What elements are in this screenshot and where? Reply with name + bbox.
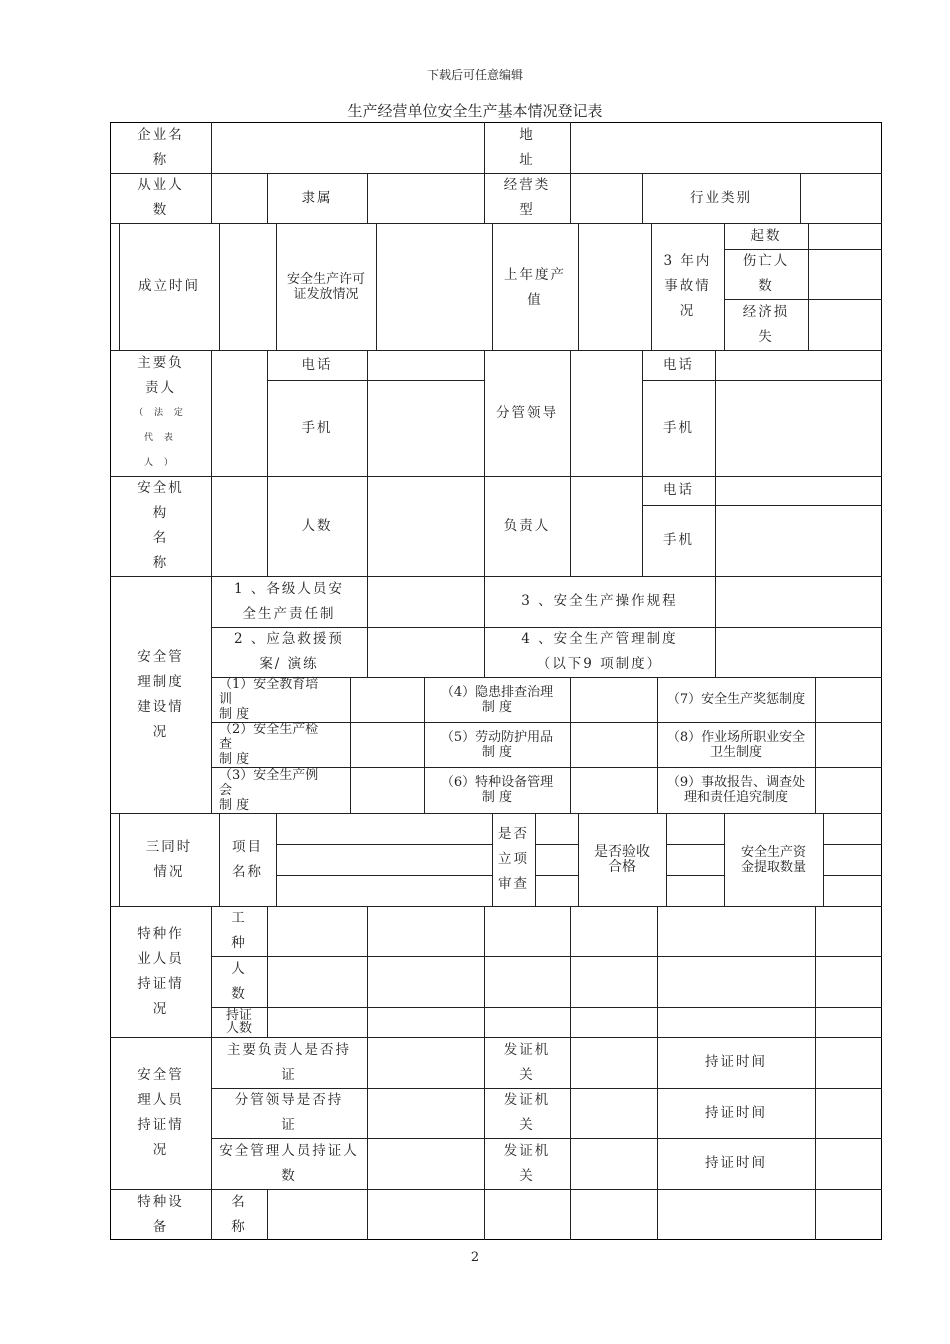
approval-review-field[interactable]	[535, 875, 578, 906]
label-founded: 成立时间	[138, 278, 200, 294]
label-project-name: 项目 名称	[232, 838, 263, 880]
employees-field[interactable]	[211, 173, 267, 223]
label-sub-rule-4: （4）隐患排查治理 制 度	[440, 684, 554, 715]
sub-rule-6-field[interactable]	[570, 767, 657, 813]
label-mgmt-certification: 安全管 理人员 持证情 况	[137, 1067, 184, 1158]
label-manager-certified-count: 安全管理人员持证人 数	[219, 1142, 359, 1184]
label-staff-count: 人数	[301, 517, 333, 534]
label-job-type: 工 种	[231, 910, 247, 951]
label-sub-rule-6: （6）特种设备管理 制 度	[440, 775, 554, 805]
issuing-authority-field[interactable]	[570, 1037, 657, 1088]
issuing-authority-field[interactable]	[570, 1088, 657, 1138]
label-employees: 从业人 数	[137, 177, 184, 218]
col-line	[815, 1189, 816, 1240]
label-equipment-name: 名 称	[231, 1193, 247, 1235]
label-output: 上年度产 值	[504, 267, 566, 308]
label-sub-rule-3: （3）安全生产例 会 制 度	[219, 767, 319, 813]
label-sub-rule-9: （9）事故报告、调查处 理和责任追究制度	[666, 775, 806, 805]
rule-1-field[interactable]	[367, 576, 484, 627]
row-line	[211, 956, 882, 957]
phone-field-2[interactable]	[715, 350, 882, 380]
sub-rule-8-field[interactable]	[815, 722, 882, 767]
sub-rule-9-field[interactable]	[815, 767, 882, 813]
economic-loss-field[interactable]	[808, 299, 882, 350]
label-deputy-certified: 分管领导是否持 证	[234, 1092, 344, 1133]
label-three-simultaneous: 三同时 情况	[145, 838, 193, 880]
label-sub-rule-8: （8）作业场所职业安全 卫生制度	[666, 729, 806, 760]
col-line	[570, 906, 571, 1037]
principal-field[interactable]	[211, 350, 267, 476]
label-business-type: 经营类 型	[503, 177, 551, 218]
sub-rule-5-field[interactable]	[570, 722, 657, 767]
deputy-field[interactable]	[570, 350, 642, 476]
label-phone-2: 电话	[663, 356, 694, 373]
label-sub-rule-1: （1）安全教育培 训 制 度	[219, 677, 319, 722]
phone-field[interactable]	[367, 350, 484, 380]
label-head: 负责人	[503, 517, 551, 534]
form-title: 生产经营单位安全生产基本情况登记表	[347, 102, 603, 120]
label-rule-4: 4 、安全生产管理制度 （以下9 项制度）	[521, 631, 678, 672]
mobile-field-2[interactable]	[715, 380, 882, 476]
label-special-equipment: 特种设 备	[137, 1193, 184, 1235]
page-number: 2	[470, 1250, 480, 1265]
col-line	[657, 906, 658, 1037]
page-header: 下载后可任意编辑	[426, 68, 523, 82]
staff-count-field[interactable]	[367, 476, 484, 576]
license-field[interactable]	[376, 223, 492, 350]
label-affiliation: 隶属	[301, 189, 333, 206]
safety-funds-field[interactable]	[823, 813, 882, 844]
label-acceptance: 是否验收 合格	[594, 843, 650, 875]
sub-rule-3-field[interactable]	[350, 767, 424, 813]
founded-field[interactable]	[219, 223, 276, 350]
col-line	[484, 1189, 485, 1240]
label-legal-representative: （ 法 定 代 表 人 ）	[134, 408, 187, 468]
affiliation-field[interactable]	[367, 173, 484, 223]
label-accidents: 3 年内 事故情 况	[663, 253, 712, 319]
label-company-name: 企业名 称	[137, 126, 184, 168]
label-license: 安全生产许可 证发放情况	[286, 271, 365, 302]
accident-count-field[interactable]	[808, 223, 882, 249]
industry-field[interactable]	[800, 173, 882, 223]
org-phone-field[interactable]	[715, 476, 882, 505]
label-rule-2: 2 、应急救援预 案/ 演练	[234, 631, 344, 672]
approval-review-field[interactable]	[535, 844, 578, 875]
row-line	[211, 1007, 882, 1008]
sub-rule-2-field[interactable]	[350, 722, 424, 767]
col-line	[367, 1189, 368, 1240]
business-type-field[interactable]	[570, 173, 642, 223]
label-issuing-authority: 发证机 关	[503, 1041, 551, 1083]
label-org-phone: 电话	[663, 482, 694, 498]
approval-review-field[interactable]	[535, 813, 578, 844]
col-line	[267, 906, 268, 1037]
label-cert-time: 持证时间	[705, 1155, 767, 1171]
label-safety-funds: 安全生产资 金提取数量	[740, 844, 806, 875]
label-casualties: 伤亡人 数	[742, 253, 790, 294]
label-certified-count: 持证 人数	[225, 1008, 252, 1036]
label-sub-rule-2: （2）安全生产检 查 制 度	[219, 722, 319, 767]
label-cert-time: 持证时间	[705, 1054, 767, 1070]
project-name-field[interactable]	[276, 844, 492, 875]
rule-2-field[interactable]	[367, 627, 484, 677]
label-issuing-authority: 发证机 关	[503, 1092, 551, 1133]
org-mobile-field[interactable]	[715, 505, 882, 576]
label-special-workers: 特种作 业人员 持证情 况	[137, 925, 184, 1017]
label-phone: 电话	[301, 356, 333, 373]
project-name-field[interactable]	[276, 875, 492, 906]
col-line	[367, 906, 368, 1037]
col-line	[484, 906, 485, 1037]
label-mobile: 手机	[301, 419, 333, 436]
label-worker-count: 人 数	[231, 960, 247, 1002]
casualties-field[interactable]	[808, 249, 882, 299]
project-name-field[interactable]	[276, 813, 492, 844]
sub-rule-4-field[interactable]	[570, 677, 657, 722]
label-issuing-authority: 发证机 关	[503, 1142, 551, 1184]
label-accident-count: 起数	[750, 227, 782, 244]
label-principal-certified: 主要负责人是否持 证	[227, 1041, 351, 1083]
label-sub-rule-7: （7）安全生产奖惩制度	[666, 692, 806, 707]
sub-rule-7-field[interactable]	[815, 677, 882, 722]
acceptance-field[interactable]	[666, 813, 724, 844]
safety-funds-field[interactable]	[823, 875, 882, 906]
col-line	[570, 1189, 571, 1240]
label-economic-loss: 经济损 失	[742, 303, 790, 345]
label-rules: 安全管 理制度 建设情 况	[137, 648, 184, 740]
label-rule-1: 1 、各级人员安 全生产责任制	[234, 580, 344, 622]
mobile-field[interactable]	[367, 380, 484, 476]
deputy-certified-field[interactable]	[367, 1088, 484, 1138]
label-industry: 行业类别	[690, 189, 752, 206]
address-field[interactable]	[570, 122, 882, 173]
label-org-mobile: 手机	[663, 532, 694, 548]
acceptance-field[interactable]	[666, 875, 724, 906]
principal-certified-field[interactable]	[367, 1037, 484, 1088]
col-line	[267, 1189, 268, 1240]
label-principal: 主要负 责人 （ 法 定 代 表 人 ）	[110, 350, 211, 476]
label-address: 地 址	[519, 126, 535, 168]
label-mobile-2: 手机	[663, 419, 694, 436]
issuing-authority-field[interactable]	[570, 1138, 657, 1189]
manager-certified-count-field[interactable]	[367, 1138, 484, 1189]
company-name-field[interactable]	[211, 122, 484, 173]
rule-4-field[interactable]	[715, 627, 882, 677]
head-field[interactable]	[570, 476, 642, 576]
sub-rule-1-field[interactable]	[350, 677, 424, 722]
label-cert-time: 持证时间	[705, 1104, 767, 1121]
col-line	[815, 1037, 816, 1189]
col-line	[657, 1189, 658, 1240]
label-safety-org: 安全机 构 名 称	[137, 480, 184, 571]
acceptance-field[interactable]	[666, 844, 724, 875]
rule-3-field[interactable]	[715, 576, 882, 627]
output-field[interactable]	[578, 223, 651, 350]
safety-funds-field[interactable]	[823, 844, 882, 875]
safety-org-field[interactable]	[211, 476, 267, 576]
label-sub-rule-5: （5）劳动防护用品 制 度	[440, 729, 554, 760]
label-rule-3: 3 、安全生产操作规程	[521, 593, 678, 609]
label-approval-review: 是否 立项 审查	[498, 826, 529, 892]
col-line	[815, 906, 816, 1037]
label-deputy: 分管领导	[496, 404, 558, 421]
